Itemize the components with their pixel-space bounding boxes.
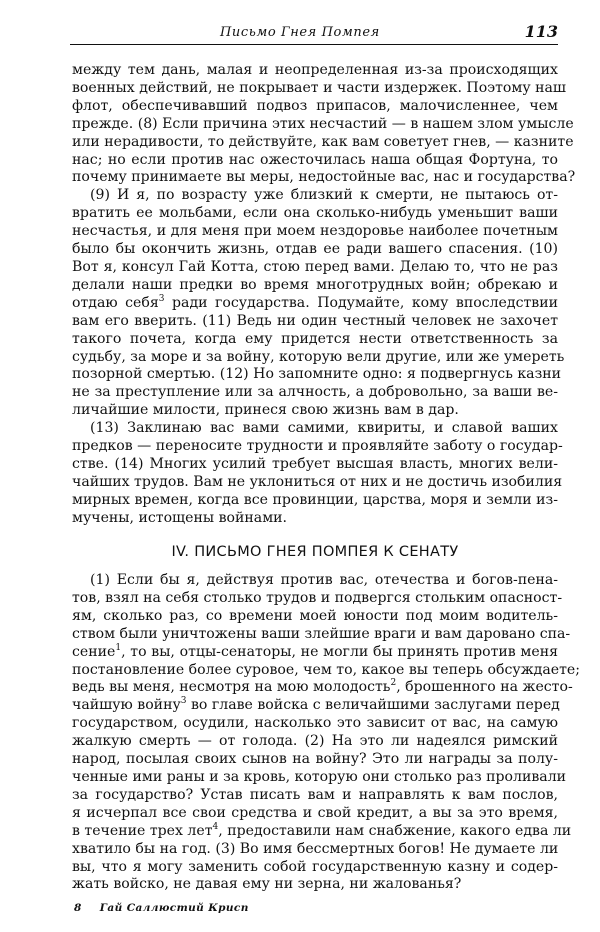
text-line: было бы окончить жизнь, отдав ее ради вашего спасения. (10) — [72, 241, 558, 258]
text-line: вы, что я могу заменить собой государственную казну и содер- — [72, 858, 558, 875]
text-fragment: , то вы, отцы-сенаторы, не могли бы принять против меня — [121, 643, 558, 660]
signature-mark: 8 — [74, 902, 82, 914]
section-heading: IV. ПИСЬМО ГНЕЯ ПОМПЕЯ К СЕНАТУ — [171, 544, 459, 560]
text-line: ям, сколько раз, со времени моей юности под моим водитель- — [72, 607, 558, 624]
text-line: военных действий, не покрывает и части издержек. Поэтому наш — [72, 79, 567, 96]
text-line: несчастья, и для меня при моем нездоровье наиболее почетным — [72, 223, 558, 240]
text-line — [72, 644, 558, 662]
text-line: стве. (14) Многих усилий требует высшая власть, многих вели- — [72, 455, 558, 472]
text-line: ством были уничтожены ваши злейшие враги и вам даровано спа- — [72, 625, 571, 642]
text-line: судьбу, за море и за войну, которую вели другие, или же умереть — [72, 348, 565, 365]
footnote-marker: 2 — [390, 678, 397, 689]
text-line: почему принимаете вы меры, недостойные вас, нас и государства? — [72, 169, 576, 186]
text-line: (13) Заклинаю вас вами самими, квириты, и славой ваших — [90, 420, 558, 437]
footnote-marker: 1 — [115, 642, 122, 653]
text-line: предков — переносите трудности и проявляйте заботу о государ- — [72, 438, 563, 455]
text-fragment: , предоставили нам снабжение, какого едва ли — [218, 822, 572, 839]
signature-footer — [74, 902, 249, 914]
text-fragment: ведь вы меня, несмотря на мою молодость — [72, 679, 391, 696]
text-line: нас; но если против нас ожесточилась наша общая Фортуна, то — [72, 151, 558, 168]
paragraph-3 — [72, 420, 563, 527]
text-line: личайшие милости, принеся свою жизнь вам в дар. — [72, 402, 459, 419]
text-line: вам его вверить. (11) Ведь ни один честный человек не захочет — [72, 312, 558, 329]
paragraph-1 — [72, 62, 576, 187]
text-line: позорной смертью. (12) Но запомните одно: я подвергнусь казни — [72, 366, 562, 383]
text-line: делали наши предки во время многотрудных войн; обрекаю и — [72, 276, 558, 293]
text-line: чайших трудов. Вам не уклониться от них и не достичь изобилия — [72, 473, 563, 490]
text-line: мирных времен, когда все провинции, царства, моря и земли из- — [72, 491, 558, 508]
text-line: Вот я, консул Гай Котта, стою перед вами. Делаю то, что не раз — [72, 258, 558, 275]
text-line — [72, 821, 572, 841]
text-line: прежде. (8) Если причина этих несчастий — в нашем злом умысле — [72, 115, 574, 132]
body-text-block-1 — [72, 62, 576, 528]
text-fragment: ради государства. Подумайте, кому впоследствии — [164, 294, 558, 311]
page-number: 113 — [524, 22, 558, 41]
text-line: постановление более суровое, чем то, какое вы теперь обсуждаете; — [72, 661, 580, 678]
text-line: хватило бы на год. (3) Во имя бессмертных богов! Не думаете ли — [72, 840, 559, 857]
text-line: (9) И я, по возрасту уже близкий к смерти, не пытаюсь от- — [90, 187, 558, 204]
text-line: между тем дань, малая и неопределенная из-за происходящих — [72, 62, 558, 78]
text-line: (1) Если бы я, действуя против вас, отечества и богов-пена- — [90, 572, 558, 588]
text-line — [72, 295, 558, 313]
text-line: народ, посылая своих сынов на войну? Это ли награды за полу- — [72, 751, 558, 768]
footer-author: Гай Саллюстий Крисп — [99, 902, 249, 914]
paragraph-2 — [72, 187, 565, 420]
text-line: ченные ими раны и за кровь, которую они столько раз проливали — [72, 768, 567, 785]
text-line: тов, взял на себя столько трудов и подвергся стольким опасност- — [72, 589, 563, 606]
text-fragment: в течение трех лет — [72, 822, 213, 839]
text-line — [72, 678, 573, 697]
body-text-block-2 — [72, 572, 580, 894]
text-line: такого почета, когда ему придется нести ответственность за — [72, 330, 558, 347]
running-title: Письмо Гнея Помпея — [220, 25, 380, 40]
footnote-marker: 4 — [212, 821, 219, 832]
text-line: я исчерпал все свои средства и свой кредит, а вы за это время, — [72, 804, 558, 821]
footnote-marker: 3 — [158, 293, 165, 304]
text-line: или нерадивости, то действуйте, как вам советует гнев, — казните — [72, 133, 574, 150]
text-line: государством, осудили, насколько это зависит от вас, на самую — [72, 715, 558, 732]
text-line: не за преступление или за алчность, а добровольно, за ваши ве- — [72, 384, 558, 401]
paragraph-4 — [72, 572, 580, 894]
footnote-marker: 3 — [180, 696, 187, 707]
text-line: флот, обеспечивавший подвоз припасов, малочисленнее, чем — [72, 97, 558, 114]
text-line: мучены, истощены войнами. — [72, 509, 288, 526]
text-fragment: сение — [72, 643, 116, 660]
text-line — [72, 697, 558, 715]
text-line: жать войско, не давая ему ни зерна, ни жалованья? — [72, 876, 462, 893]
text-fragment: , брошенного на жесто- — [396, 679, 573, 696]
text-fragment: во главе войска с величайшими заслугами перед — [186, 697, 560, 714]
text-fragment: чайшую войну — [72, 697, 181, 714]
running-head — [70, 22, 558, 45]
text-line: за государство? Устав писать вам и направлять к вам послов, — [72, 786, 558, 803]
text-fragment: отдаю себя — [72, 294, 159, 311]
text-line: жалкую смерть — от голода. (2) На это ли надеялся римский — [72, 733, 558, 750]
text-line: вратить ее мольбами, если она сколько-нибудь уменьшит ваши — [72, 205, 558, 222]
